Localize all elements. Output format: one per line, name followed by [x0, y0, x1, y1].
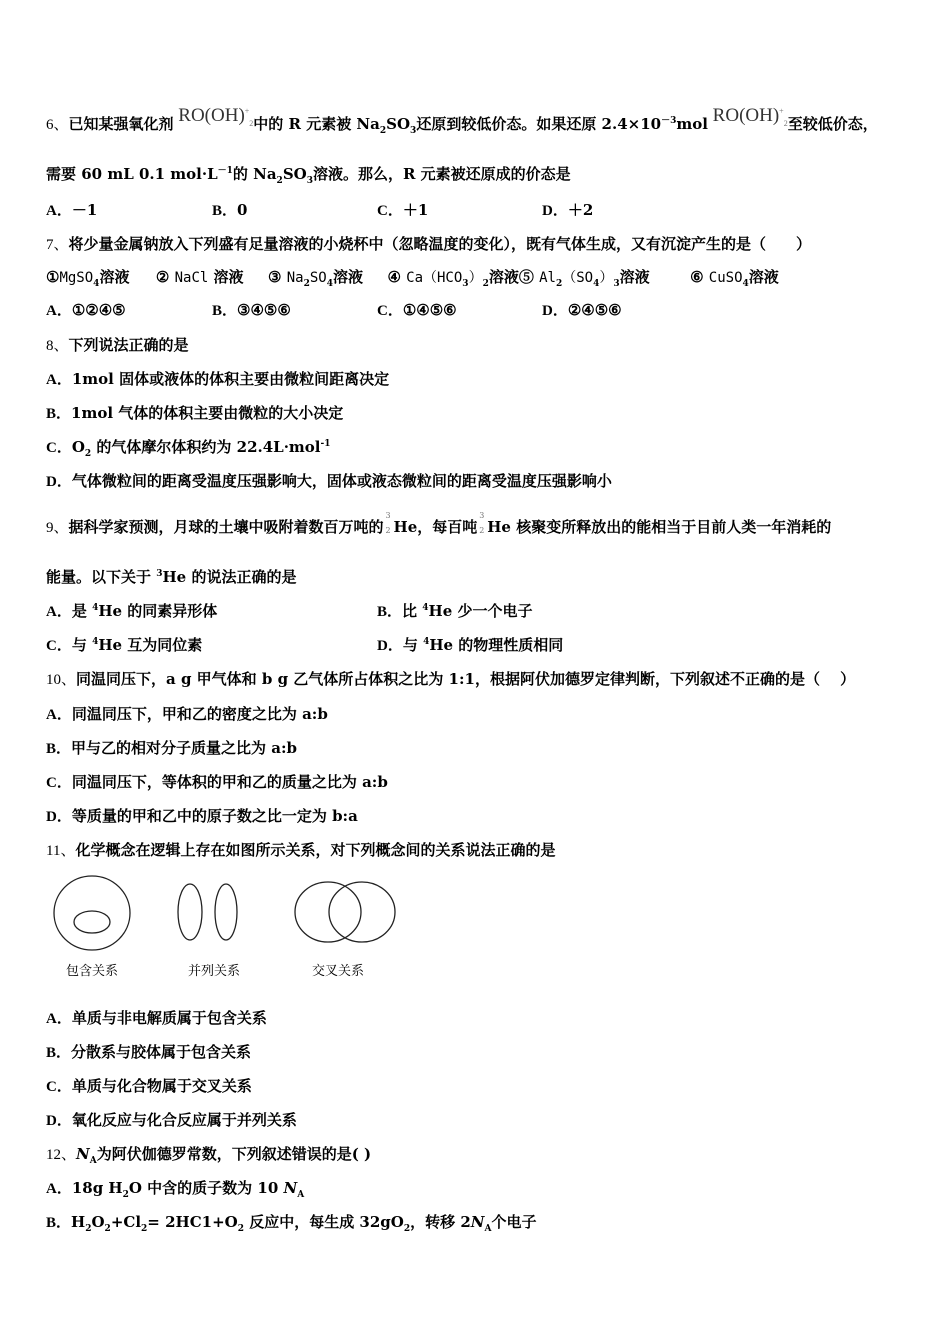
avogadro-symbol: N — [470, 1213, 485, 1231]
item-text: 溶液 — [488, 268, 519, 286]
option-text: 等质量的甲和乙中的原子数之比一定为 b:a — [71, 807, 358, 825]
q8-option-b — [46, 403, 343, 424]
q6-text: 已知某强氧化剂 — [68, 115, 174, 133]
isotope-notation — [477, 511, 487, 537]
option-text: 甲与乙的相对分子质量之比为 a:b — [71, 739, 297, 757]
option-text: He 的同素异形体 — [98, 602, 218, 620]
subscript: 4 — [593, 279, 600, 289]
option-text: 比 — [402, 602, 423, 620]
q10-text: 同温同压下，a g 甲气体和 b g 乙气体所占体积之比为 1:1，根据阿伏加德罗定律判断，下列叙述不正确的是（ ） — [76, 670, 856, 688]
subscript: 2 — [555, 279, 563, 289]
subscript: 3 — [462, 279, 469, 289]
q7-item-1 — [46, 268, 130, 289]
option-label: B． — [46, 741, 72, 757]
item-mark: ⑥ — [690, 268, 704, 286]
subscript: 2 — [276, 176, 283, 186]
option-text: ＋2 — [567, 201, 594, 219]
q10-option-c — [46, 772, 388, 793]
option-text: +Cl — [110, 1213, 142, 1231]
item-text: 溶液 — [332, 268, 363, 286]
q10-stem — [46, 669, 855, 690]
option-text: 单质与非电解质属于包含关系 — [71, 1009, 267, 1027]
q7-item-5 — [518, 268, 650, 289]
q10-number: 10、 — [46, 672, 77, 688]
chem: Ca（HCO — [406, 270, 463, 286]
q9-text: 据科学家预测，月球的土壤中吸附着数百万吨的 — [68, 518, 384, 536]
subscript: 3 — [410, 126, 417, 136]
q11-stem — [46, 840, 555, 861]
q10-option-d — [46, 806, 358, 827]
q7-stem — [46, 234, 811, 255]
option-text: 单质与化合物属于交叉关系 — [71, 1077, 252, 1095]
relationship-diagram — [40, 870, 410, 960]
q6-text: 中的 R 元素被 Na — [253, 115, 380, 133]
q9-text: 能量。以下关于 — [46, 568, 157, 586]
option-label: B． — [46, 406, 72, 422]
option-text: O — [71, 438, 85, 456]
mass-number: 3 — [479, 511, 485, 520]
option-label: A． — [46, 604, 72, 620]
q9-option-a — [46, 601, 217, 622]
option-text: = 2HC1+O — [147, 1213, 238, 1231]
formula-subscript: 2 — [783, 118, 788, 128]
subscript: 3 — [613, 279, 620, 289]
q9-text: He，每百吨 — [393, 518, 478, 536]
option-label: D． — [542, 203, 568, 219]
subscript: A — [89, 1156, 97, 1166]
chem: Al — [539, 270, 556, 286]
q9-option-c — [46, 635, 202, 656]
subscript: 2 — [85, 1224, 92, 1234]
q10-option-b — [46, 738, 297, 759]
superscript: 4 — [92, 637, 99, 647]
q9-text: He 的说法正确的是 — [162, 568, 297, 586]
chem: ） — [468, 270, 483, 286]
parallel-ellipse-right — [215, 884, 237, 940]
q6-text: 需要 60 mL 0.1 mol·L — [46, 165, 218, 183]
q6-text: mol — [676, 115, 708, 133]
item-mark: ③ — [268, 268, 282, 286]
cross-ellipse-left — [295, 882, 361, 942]
option-text: O 中含的质子数为 10 — [128, 1179, 284, 1197]
option-label: C． — [377, 303, 403, 319]
option-text: 与 — [71, 636, 93, 654]
option-label: A． — [46, 707, 72, 723]
option-text: H — [71, 1213, 86, 1231]
option-label: C． — [46, 1079, 72, 1095]
q12-stem — [46, 1144, 371, 1165]
subscript: 4 — [742, 279, 749, 289]
avogadro-symbol: N — [76, 1145, 90, 1163]
option-text: 0 — [237, 201, 248, 219]
subscript: 2 — [379, 126, 387, 136]
option-text: ③④⑤⑥ — [237, 301, 291, 319]
option-label: C． — [377, 203, 403, 219]
option-text: －1 — [71, 201, 98, 219]
q6-option-a — [46, 200, 97, 221]
q11-text: 化学概念在逻辑上存在如图所示关系，对下列概念间的关系说法正确的是 — [75, 841, 556, 859]
q7-option-b — [212, 300, 291, 321]
option-label: B． — [46, 1045, 72, 1061]
superscript: －1 — [217, 166, 233, 176]
option-text: 的气体摩尔体积约为 22.4L·mol — [91, 438, 321, 456]
option-label: A． — [46, 1181, 72, 1197]
subscript: A — [297, 1190, 305, 1200]
atomic-number: 2 — [385, 526, 391, 535]
q6-stem-line2 — [46, 164, 571, 184]
q12-option-b — [46, 1212, 537, 1233]
item-text: 溶液 — [99, 268, 130, 286]
option-label: C． — [46, 638, 72, 654]
q9-number: 9、 — [46, 520, 69, 536]
subscript: 4 — [326, 279, 333, 289]
chem: CuSO — [708, 270, 743, 286]
subscript: 2 — [482, 279, 489, 289]
q6-text: SO — [386, 115, 411, 133]
contain-inner-ellipse — [74, 911, 110, 933]
q7-option-c — [377, 300, 457, 321]
option-text: 同温同压下，甲和乙的密度之比为 a:b — [71, 705, 328, 723]
cross-ellipse-right — [329, 882, 395, 942]
option-text: 与 — [402, 636, 424, 654]
atomic-number: 2 — [479, 526, 485, 535]
option-text: 个电子 — [491, 1213, 537, 1231]
q7-option-a — [46, 300, 126, 321]
item-mark: ① — [46, 268, 60, 286]
superscript: 4 — [92, 603, 99, 613]
figure-label-cross: 交叉关系 — [312, 964, 365, 979]
option-text: He 少一个电子 — [428, 602, 533, 620]
option-text: 分散系与胶体属于包含关系 — [71, 1043, 252, 1061]
chem: SO — [309, 270, 327, 286]
contain-outer-ellipse — [54, 876, 130, 950]
option-text: 1mol 气体的体积主要由微粒的大小决定 — [71, 404, 344, 422]
subscript: 2 — [237, 1224, 244, 1234]
q6-formula — [174, 105, 254, 126]
option-label: D． — [46, 474, 72, 490]
option-text: ＋1 — [402, 201, 429, 219]
option-label: A． — [46, 203, 72, 219]
chem: ） — [599, 270, 614, 286]
option-label: B． — [212, 203, 238, 219]
q7-item-6 — [690, 268, 779, 289]
figure-label-parallel: 并列关系 — [188, 964, 241, 979]
option-label: C． — [46, 775, 72, 791]
option-label: C． — [46, 440, 72, 456]
option-text: ①④⑤⑥ — [402, 301, 457, 319]
subscript: 2 — [403, 1224, 411, 1234]
q6-option-b — [212, 200, 247, 221]
q12-number: 12、 — [46, 1147, 77, 1163]
superscript: 3 — [156, 569, 163, 579]
q12-option-a — [46, 1178, 304, 1199]
option-text: O — [91, 1213, 105, 1231]
q7-item-2 — [156, 268, 244, 286]
q8-option-d — [46, 471, 612, 492]
q6-text: 至较低价态， — [787, 115, 878, 133]
superscript: －3 — [661, 116, 677, 126]
option-text: 反应中，每生成 32gO — [243, 1213, 404, 1231]
formula-body: RO(OH) — [712, 105, 780, 126]
option-text: ②④⑤⑥ — [567, 301, 622, 319]
subscript: 2 — [104, 1224, 111, 1234]
q7-item-3 — [268, 268, 363, 289]
q8-stem — [46, 335, 189, 356]
option-label: D． — [542, 303, 568, 319]
q7-option-d — [542, 300, 622, 321]
option-text: 是 — [71, 602, 93, 620]
option-label: B． — [46, 1215, 72, 1231]
subscript: 2 — [303, 279, 310, 289]
subscript: 3 — [306, 176, 313, 186]
q11-option-d — [46, 1110, 297, 1131]
q9-option-b — [377, 601, 532, 622]
subscript: 2 — [122, 1190, 129, 1200]
q8-text: 下列说法正确的是 — [68, 336, 189, 354]
q6-stem-line1 — [46, 105, 878, 136]
item-text: 溶液 — [619, 268, 650, 286]
q11-option-c — [46, 1076, 252, 1097]
subscript: A — [484, 1224, 492, 1234]
option-label: D． — [377, 638, 403, 654]
q8-option-c — [46, 437, 331, 458]
formula-body: RO(OH) — [178, 105, 245, 126]
q11-option-b — [46, 1042, 251, 1063]
option-text: 18g H — [71, 1179, 123, 1197]
q11-number: 11、 — [46, 843, 76, 859]
chem: Na — [286, 270, 304, 286]
q9-option-d — [377, 635, 563, 656]
item-text: 溶液 — [208, 268, 244, 286]
avogadro-symbol: N — [283, 1179, 298, 1197]
option-label: A． — [46, 1011, 72, 1027]
q7-items — [46, 267, 779, 288]
superscript: -1 — [320, 439, 331, 449]
superscript: 4 — [423, 637, 430, 647]
parallel-ellipse-left — [178, 884, 202, 940]
chem: NaCl — [174, 270, 209, 286]
q7-item-4 — [387, 268, 519, 289]
option-text: ，转移 2 — [410, 1213, 471, 1231]
item-mark: ④ — [387, 268, 401, 286]
subscript: 2 — [141, 1224, 148, 1234]
q8-number: 8、 — [46, 338, 69, 354]
option-text: ①②④⑤ — [71, 301, 126, 319]
q6-option-c — [377, 200, 428, 221]
q9-text: He 核聚变所释放出的能相当于目前人类一年消耗的 — [487, 518, 832, 536]
item-mark: ② — [155, 268, 170, 286]
q6-text: 的 Na — [232, 165, 277, 183]
option-label: A． — [46, 303, 72, 319]
q6-text: 还原到较低价态。如果还原 2.4×10 — [416, 115, 662, 133]
option-label: B． — [377, 604, 403, 620]
q6-text: 溶液。那么，R 元素被还原成的价态是 — [312, 165, 571, 183]
formula-subscript: 2 — [249, 118, 254, 128]
q11-option-a — [46, 1008, 267, 1029]
option-text: He 互为同位素 — [98, 636, 203, 654]
q6-option-d — [542, 200, 593, 221]
option-text: 气体微粒间的距离受温度压强影响大，固体或液态微粒间的距离受温度压强影响小 — [71, 472, 612, 490]
q8-option-a — [46, 369, 389, 390]
q6-formula — [708, 105, 788, 126]
subscript: 2 — [84, 449, 92, 459]
q12-text: 为阿伏伽德罗常数，下列叙述错误的是( ) — [96, 1145, 372, 1163]
q7-text: 将少量金属钠放入下列盛有足量溶液的小烧杯中（忽略温度的变化），既有气体生成，又有沉淀产生的是（ ） — [68, 235, 812, 253]
option-text: 同温同压下，等体积的甲和乙的质量之比为 a:b — [71, 773, 388, 791]
q6-number: 6、 — [46, 117, 69, 133]
option-label: B． — [212, 303, 238, 319]
q9-stem-line2 — [46, 567, 296, 587]
isotope-notation — [384, 511, 394, 537]
q6-text: SO — [282, 165, 307, 183]
option-label: D． — [46, 809, 72, 825]
option-label: D． — [46, 1113, 72, 1129]
option-text: 氧化反应与化合反应属于并列关系 — [71, 1111, 297, 1129]
q10-option-a — [46, 704, 328, 725]
formula-charge: + — [779, 106, 784, 116]
chem: MgSO — [59, 270, 94, 286]
option-text: He 的物理性质相同 — [429, 636, 564, 654]
option-label: A． — [46, 372, 72, 388]
chem: （SO — [562, 270, 594, 286]
item-text: 溶液 — [748, 268, 779, 286]
formula-charge: + — [244, 106, 250, 116]
mass-number: 3 — [385, 511, 391, 520]
q7-number: 7、 — [46, 237, 69, 253]
figure-label-contain: 包含关系 — [66, 964, 119, 979]
superscript: 4 — [422, 603, 429, 613]
item-mark: ⑤ — [518, 268, 534, 286]
q9-stem-line1 — [46, 511, 832, 538]
subscript: 4 — [93, 279, 100, 289]
option-text: 1mol 固体或液体的体积主要由微粒间距离决定 — [71, 370, 390, 388]
